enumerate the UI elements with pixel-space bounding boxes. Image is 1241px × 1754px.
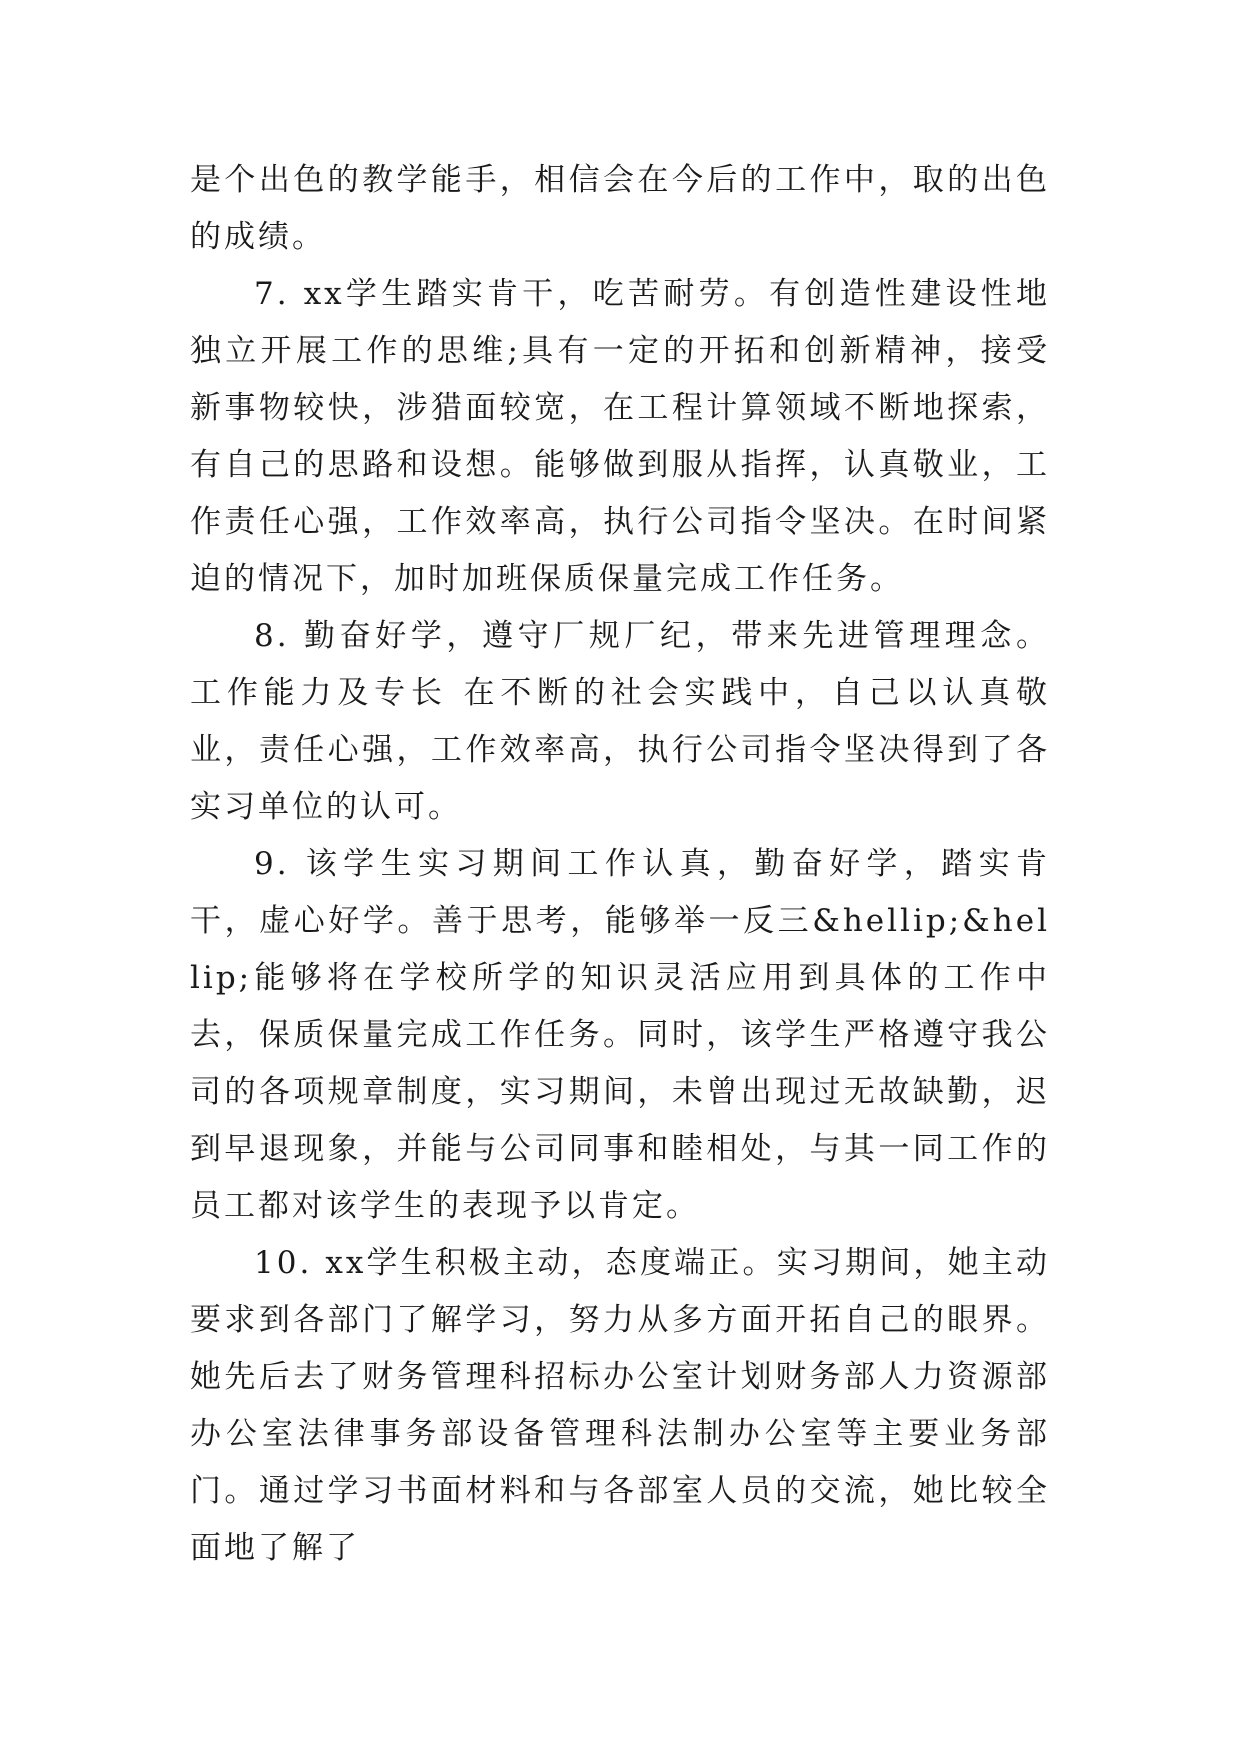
paragraph-item-10: 10. xx学生积极主动，态度端正。实习期间，她主动要求到各部门了解学习，努力从多方面开拓自己的眼界。她先后去了财务管理科招标办公室计划财务部人力资源部办公室法律事务部设备管理科法制办公室等主要业务部门。通过学习书面材料和与各部室人员的交流，她比较全面地了解了 [190,1245,1050,1566]
paragraph-continuation: 是个出色的教学能手，相信会在今后的工作中，取的出色的成绩。 [190,162,1050,255]
document-body [190,152,1050,1577]
paragraph-item-8: 8. 勤奋好学，遵守厂规厂纪，带来先进管理理念。 工作能力及专长 在不断的社会实践中，自己以认真敬业，责任心强，工作效率高，执行公司指令坚决得到了各实习单位的认可。 [190,618,1050,825]
paragraph-item-7: 7. xx学生踏实肯干，吃苦耐劳。有创造性建设性地独立开展工作的思维;具有一定的开拓和创新精神，接受新事物较快，涉猎面较宽，在工程计算领域不断地探索，有自己的思路和设想。能够做到服从指挥，认真敬业，工作责任心强，工作效率高，执行公司指令坚决。在时间紧迫的情况下，加时加班保质保量完成工作任务。 [190,276,1050,597]
paragraph-item-9: 9. 该学生实习期间工作认真，勤奋好学，踏实肯干，虚心好学。善于思考，能够举一反三&hellip;&hellip;能够将在学校所学的知识灵活应用到具体的工作中去，保质保量完成工作任务。同时，该学生严格遵守我公司的各项规章制度，实习期间，未曾出现过无故缺勤，迟到早退现象，并能与公司同事和睦相处，与其一同工作的员工都对该学生的表现予以肯定。 [190,846,1050,1224]
